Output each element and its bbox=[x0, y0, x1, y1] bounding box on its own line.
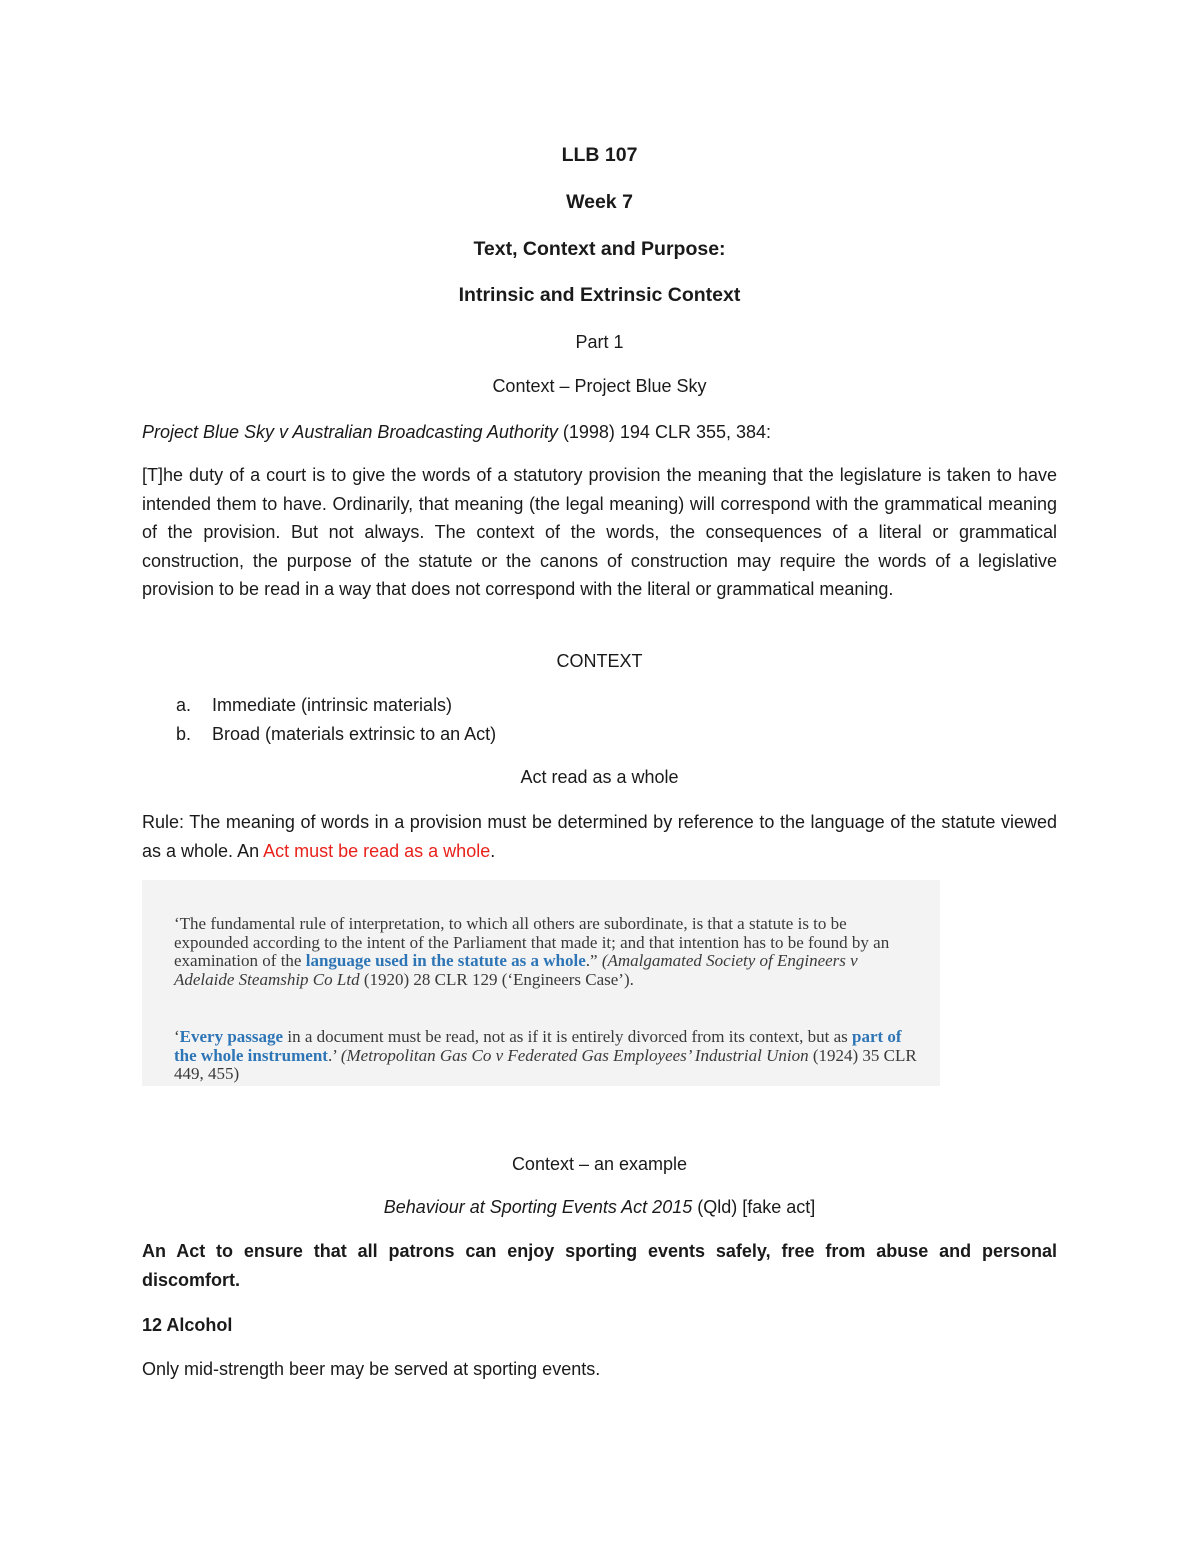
engineers-case-quote bbox=[174, 915, 919, 989]
case-reference: (1998) 194 CLR 355, 384: bbox=[557, 422, 772, 442]
quoted-paragraph: [T]he duty of a court is to give the words of a statutory provision the meaning that the legislature is taken to have intended them to have. Ordinarily, that meaning (the legal meaning) will correspond with the grammatical meaning of the provision. But not always. The context of the words, the consequences of a literal or grammatical construction, the purpose of the statute or the canons of construction may require the words of a legislative provision to be read in a way that does not correspond with the literal or grammatical meaning. bbox=[142, 465, 1057, 599]
quote-reference: (1920) 28 CLR 129 (‘Engineers Case’). bbox=[359, 969, 634, 989]
quote-text: in a document must be read, not as if it is entirely divorced from its context, but as bbox=[283, 1027, 852, 1046]
week-label: Week 7 bbox=[566, 191, 633, 213]
quote-case-name: (Metropolitan Gas Co v Federated Gas Employees’ Industrial Union bbox=[340, 1045, 809, 1065]
quote-highlight: part of the whole instrument bbox=[174, 1027, 902, 1065]
quotation-image bbox=[142, 880, 940, 1086]
quote-text: .” bbox=[585, 951, 602, 970]
act-title: Behaviour at Sporting Events Act 2015 bbox=[383, 1197, 693, 1217]
case-name: Project Blue Sky v Australian Broadcasting Authority bbox=[142, 422, 558, 442]
document-subtitle: Intrinsic and Extrinsic Context bbox=[458, 284, 741, 306]
quote-text: ‘The fundamental rule of interpretation, to which all others are subordinate, is that a statute is to be expounded according to the intent of the Parliament that made it; and that intention has to be found by an examination of the bbox=[174, 914, 890, 970]
course-code: LLB 107 bbox=[561, 144, 638, 166]
list-item-text: Immediate (intrinsic materials) bbox=[212, 695, 453, 715]
quote-text: ‘ bbox=[174, 1027, 180, 1046]
quote-highlight: language used in the statute as a whole bbox=[305, 951, 586, 970]
case-citation bbox=[142, 418, 1057, 447]
whole-heading: Act read as a whole bbox=[520, 767, 679, 787]
list-item bbox=[142, 691, 1057, 720]
section-text: Only mid-strength beer may be served at sporting events. bbox=[142, 1359, 601, 1379]
context-heading: CONTEXT bbox=[556, 651, 643, 671]
rule-highlight: Act must be read as a whole bbox=[263, 840, 491, 861]
metropolitan-gas-quote bbox=[174, 1028, 919, 1084]
list-marker: a. bbox=[176, 695, 192, 715]
rule-text: The meaning of words in a provision must be determined by reference to the language of the statute viewed as a whole. An bbox=[142, 812, 1057, 861]
section-heading: Context – Project Blue Sky bbox=[492, 376, 707, 396]
list-item bbox=[142, 720, 1057, 749]
quote-case-name: (Amalgamated Society of Engineers v Adelaide Steamship Co Ltd bbox=[174, 951, 858, 989]
part-label: Part 1 bbox=[575, 332, 624, 352]
section-title: 12 Alcohol bbox=[142, 1315, 233, 1335]
rule-label: Rule: bbox=[142, 812, 185, 832]
quote-reference: (1924) 35 CLR 449, 455) bbox=[174, 1045, 917, 1083]
list-item-text: Broad (materials extrinsic to an Act) bbox=[212, 723, 497, 744]
list-marker: b. bbox=[176, 723, 192, 744]
rule-end: . bbox=[490, 840, 496, 861]
quote-highlight: Every passage bbox=[179, 1027, 284, 1046]
act-long-title: An Act to ensure that all patrons can enjoy sporting events safely, free from abuse and personal discomfort. bbox=[142, 1241, 1057, 1290]
example-heading: Context – an example bbox=[511, 1154, 688, 1174]
act-jurisdiction: (Qld) [fake act] bbox=[692, 1197, 816, 1217]
context-list bbox=[142, 691, 1057, 748]
document-title: Text, Context and Purpose: bbox=[473, 238, 726, 260]
act-name bbox=[142, 1197, 1057, 1218]
rule-paragraph bbox=[142, 808, 1057, 865]
quote-text: .’ bbox=[327, 1045, 341, 1065]
